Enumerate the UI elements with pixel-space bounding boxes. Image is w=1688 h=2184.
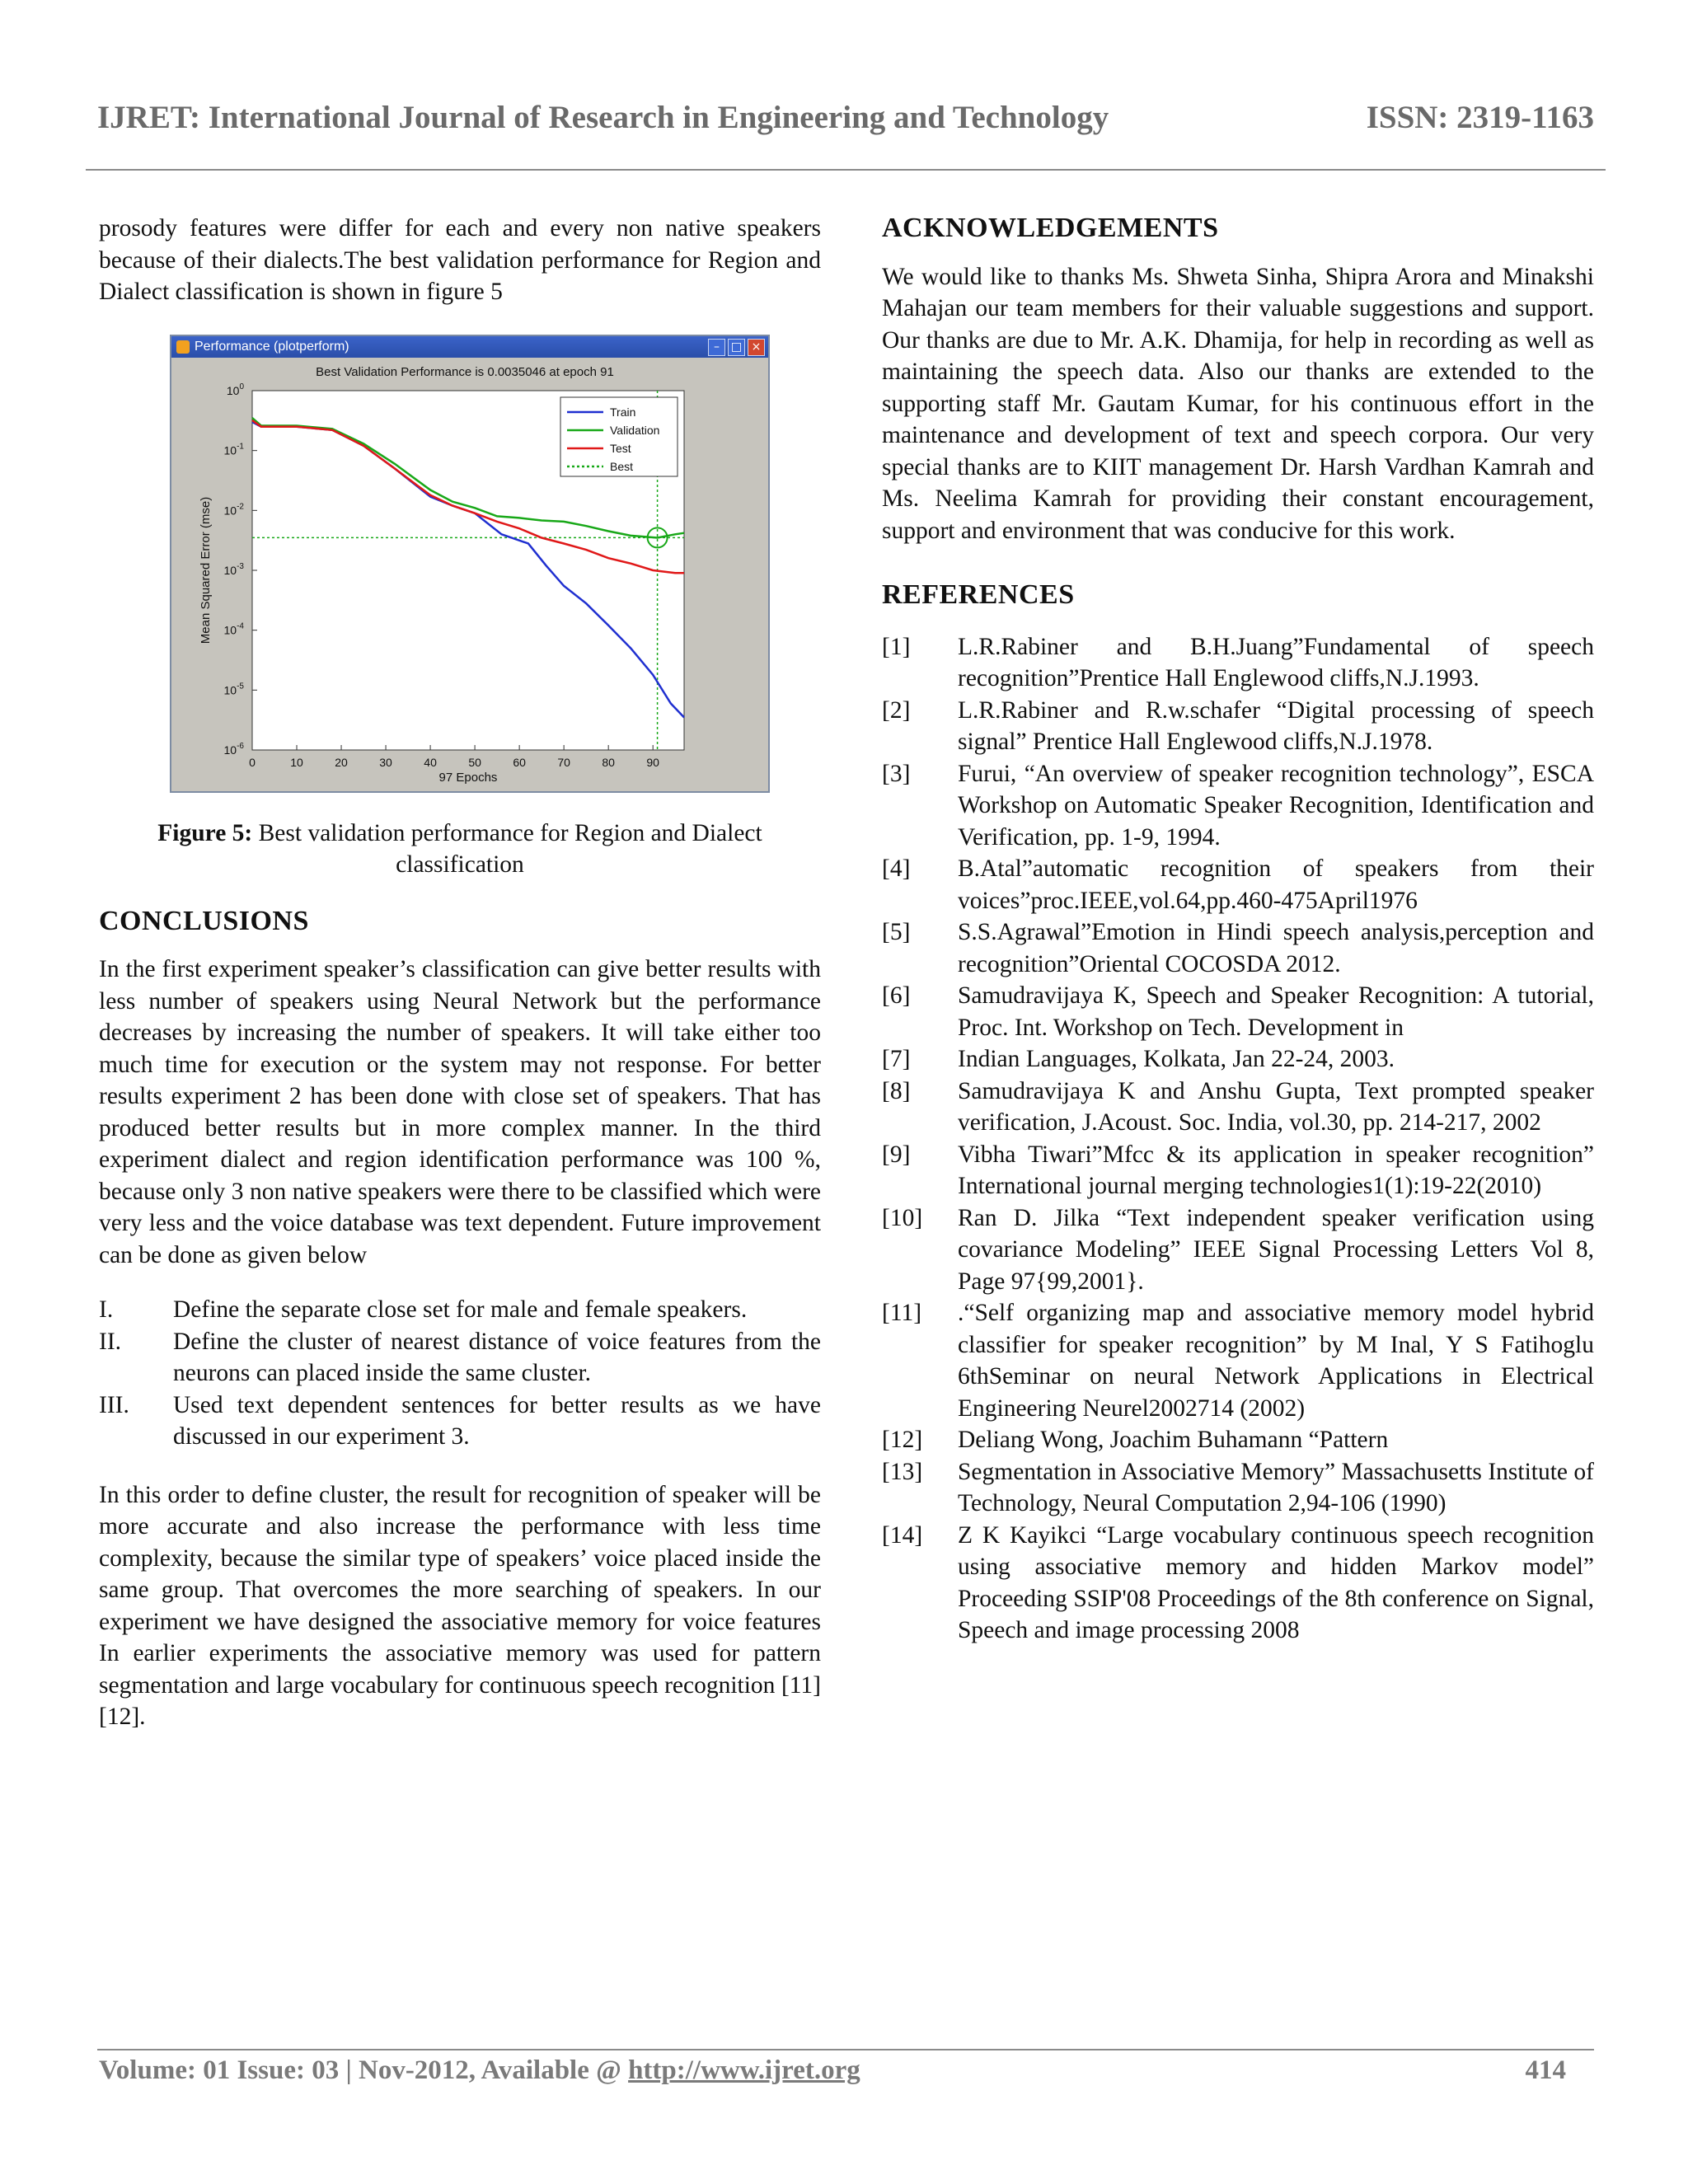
reference-number: [12]	[882, 1427, 923, 1453]
legend-label-best: Best	[610, 459, 634, 473]
conclusions-heading: CONCLUSIONS	[99, 905, 309, 936]
list-item	[99, 1326, 821, 1390]
y-tick-base: 10	[223, 623, 237, 637]
figure-5	[99, 326, 821, 796]
acknowledgements-text: We would like to thanks Ms. Shweta Sinha, Shipra Arora and Minakshi Mahajan our team members for their valuable suggestions and support. Our thanks are due to Mr. A.K. Dhamija, for help in recording as well as maintaining the speech data. Also our thanks are extended to the supporting staff Mr. Gautam Kumar, for his continuous effort in the maintenance and development of text and speech corpora. Our very special thanks are to KIIT management Dr. Harsh Vardhan Kamrah and Ms. Neelima Kamrah for providing their constant encouragement, support and environment that was conducive for this work.	[882, 263, 1594, 544]
figure-titlebar	[171, 336, 768, 358]
figure-window-title: Performance (plotperform)	[195, 339, 349, 354]
footer-volume-info: Volume: 01 Issue: 03 | Nov-2012, Available @	[99, 2055, 629, 2085]
reference-number: [10]	[882, 1204, 923, 1231]
reference-text: Segmentation in Associative Memory” Massachusetts Institute of Technology, Neural Computation 2,94-106 (1990)	[958, 1458, 1594, 1516]
y-tick-exponent: -3	[237, 561, 244, 571]
close-icon[interactable]: ×	[748, 339, 765, 356]
list-item-number: II.	[99, 1328, 122, 1355]
list-item	[99, 1294, 821, 1326]
y-tick-base: 10	[223, 443, 237, 457]
acknowledgements-section	[882, 213, 1594, 546]
reference-text: S.S.Agrawal”Emotion in Hindi speech analysis,perception and recognition”Oriental COCOSDA 2012.	[958, 919, 1594, 977]
x-tick-label: 40	[424, 755, 437, 769]
legend-label-test: Test	[610, 441, 631, 455]
reference-number: [8]	[882, 1077, 911, 1104]
x-tick-label: 30	[379, 755, 392, 769]
footer-rule	[97, 2049, 1594, 2050]
reference-text: Z K Kayikci “Large vocabulary continuous speech recognition using associative memory and hidden Markov model” Proceeding SSIP'08 Proceedings of the 8th conference on Signal, Speech and image processing 2008	[958, 1521, 1594, 1643]
right-column	[882, 213, 1594, 1647]
reference-number: [2]	[882, 696, 911, 724]
reference-item	[882, 695, 1594, 758]
reference-text: L.R.Rabiner and B.H.Juang”Fundamental of speech recognition”Prentice Hall Englewood cliffs,N.J.1993.	[958, 633, 1594, 691]
chart-legend	[560, 397, 678, 476]
y-tick-base: 10	[223, 563, 237, 577]
reference-number: [11]	[882, 1300, 922, 1326]
page-number: 414	[1525, 2055, 1566, 2085]
reference-item	[882, 1043, 1594, 1076]
reference-text: Ran D. Jilka “Text independent speaker verification using covariance Modeling” IEEE Signal Processing Letters Vol 8, Page 97{99,2001}.	[958, 1204, 1594, 1295]
y-tick-base: 10	[223, 743, 237, 757]
legend-label-train: Train	[610, 405, 636, 419]
reference-text: Vibha Tiwari”Mfcc & its application in speaker recognition” International journal merging technologies1(1):19-22(2010)	[958, 1141, 1594, 1199]
y-tick-base: 10	[223, 682, 237, 696]
reference-number: [6]	[882, 982, 911, 1009]
reference-text: Furui, “An overview of speaker recognition technology”, ESCA Workshop on Automatic Speaker Recognition, Identification and Verification, pp. 1-9, 1994.	[958, 760, 1594, 851]
page-header	[97, 91, 1594, 148]
list-item-text: Define the separate close set for male and female speakers.	[173, 1296, 748, 1323]
reference-number: [13]	[882, 1458, 923, 1485]
minimize-icon[interactable]: –	[708, 339, 725, 356]
left-column	[99, 213, 821, 1733]
reference-number: [14]	[882, 1521, 923, 1549]
reference-number: [4]	[882, 855, 911, 882]
page-footer	[99, 2055, 1566, 2097]
references-list	[882, 631, 1594, 1647]
performance-chart	[171, 358, 768, 791]
x-tick-label: 20	[335, 755, 348, 769]
figure-caption	[99, 818, 821, 881]
improvement-list	[99, 1294, 821, 1453]
reference-item	[882, 631, 1594, 695]
reference-text: Deliang Wong, Joachim Buhamann “Pattern	[958, 1427, 1389, 1453]
y-tick-exponent: -6	[237, 741, 244, 751]
header-rule	[86, 169, 1606, 171]
acknowledgements-heading: ACKNOWLEDGEMENTS	[882, 213, 1219, 243]
y-tick-exponent: -2	[237, 501, 244, 511]
caption-text: Best validation performance for Region and Dialect classification	[252, 819, 762, 878]
reference-item	[882, 853, 1594, 916]
conclusions-paragraph-1: In the first experiment speaker’s classification can give better results with less number of speakers using Neural Network but the performance decreases by increasing the number of speakers. It will take either too much time for execution or the system may not response. For better results experiment 2 has been done with close set of speakers. That has produced better results but in more complex manner. In the third experiment dialect and region identification performance was 100 %, because only 3 non native speakers were there to be classified which were very less and the voice database was text dependent. Future improvement can be done as given below	[99, 956, 821, 1268]
reference-item	[882, 980, 1594, 1043]
reference-number: [3]	[882, 760, 911, 787]
y-tick-base: 10	[223, 503, 237, 517]
reference-text: B.Atal”automatic recognition of speakers from their voices”proc.IEEE,vol.64,pp.460-475April1976	[958, 855, 1594, 914]
x-tick-label: 70	[557, 755, 570, 769]
reference-item	[882, 916, 1594, 980]
list-item-text: Define the cluster of nearest distance of voice features from the neurons can placed inside the same cluster.	[173, 1328, 821, 1386]
list-item-text: Used text dependent sentences for better results as we have discussed in our experiment 3.	[173, 1391, 821, 1450]
list-item-number: III.	[99, 1391, 129, 1418]
maximize-icon[interactable]: □	[728, 339, 745, 356]
reference-number: [9]	[882, 1141, 911, 1168]
references-heading: REFERENCES	[882, 579, 1075, 610]
x-tick-label: 60	[513, 755, 526, 769]
reference-text: Samudravijaya K, Speech and Speaker Recognition: A tutorial, Proc. Int. Workshop on Tech. Development in	[958, 982, 1594, 1041]
chart-xlabel: 97 Epochs	[438, 770, 498, 785]
references-section	[882, 579, 1594, 1647]
y-tick-exponent: -5	[237, 681, 244, 691]
journal-link[interactable]: http://www.ijret.org	[628, 2055, 860, 2085]
y-tick-exponent: -1	[237, 442, 244, 452]
list-item-number: I.	[99, 1296, 114, 1323]
reference-item	[882, 1520, 1594, 1647]
journal-title: IJRET: International Journal of Research in Engineering and Technology	[97, 100, 1109, 135]
y-tick-exponent: -4	[237, 621, 244, 631]
reference-number: [5]	[882, 919, 911, 945]
intro-paragraph: prosody features were differ for each and every non native speakers because of their dialects.The best validation performance for Region and Dialect classification is shown in figure 5	[99, 215, 821, 305]
reference-text: Samudravijaya K and Anshu Gupta, Text prompted speaker verification, J.Acoust. Soc. India, vol.30, pp. 214-217, 2002	[958, 1077, 1594, 1136]
reference-item	[882, 1076, 1594, 1139]
reference-text: L.R.Rabiner and R.w.schafer “Digital processing of speech signal” Prentice Hall Englewood cliffs,N.J.1978.	[958, 696, 1594, 755]
legend-label-validation: Validation	[610, 423, 660, 437]
reference-item	[882, 1297, 1594, 1424]
x-tick-label: 90	[646, 755, 659, 769]
x-tick-label: 50	[468, 755, 481, 769]
caption-label: Figure 5:	[157, 819, 253, 846]
x-tick-label: 0	[249, 755, 256, 769]
list-item	[99, 1390, 821, 1453]
reference-item	[882, 1456, 1594, 1520]
reference-text: .“Self organizing map and associative memory model hybrid classifier for speaker recognition” by M Inal, Y S Fatihoglu 6thSeminar on neural Network Applications in Electrical Engineering Neurel2002714 (2002)	[958, 1300, 1594, 1422]
x-tick-label: 10	[290, 755, 303, 769]
reference-item	[882, 1424, 1594, 1456]
y-tick-exponent: 0	[239, 382, 244, 391]
reference-number: [1]	[882, 633, 911, 660]
reference-number: [7]	[882, 1046, 911, 1072]
x-tick-label: 80	[602, 755, 615, 769]
chart-title: Best Validation Performance is 0.0035046 at epoch 91	[316, 364, 614, 379]
reference-item	[882, 1202, 1594, 1298]
conclusions-paragraph-2: In this order to define cluster, the result for recognition of speaker will be more accurate and also increase the performance with less time complexity, because the similar type of speakers’ voice placed inside the same group. That overcomes the more searching of speakers. In our experiment we have designed the associative memory for voice features In earlier experiments the associative memory was used for pattern segmentation and large vocabulary for continuous speech recognition [11][12].	[99, 1481, 821, 1730]
reference-text: Indian Languages, Kolkata, Jan 22-24, 2003.	[958, 1046, 1395, 1072]
reference-item	[882, 758, 1594, 854]
issn-label: ISSN: 2319-1163	[1366, 100, 1594, 135]
matlab-app-icon	[176, 340, 190, 354]
footer-text	[99, 2055, 860, 2086]
matlab-figure-window	[170, 335, 770, 793]
conclusions-section	[99, 906, 821, 1733]
reference-item	[882, 1139, 1594, 1202]
y-tick-base: 10	[226, 383, 240, 397]
chart-ylabel: Mean Squared Error (mse)	[199, 496, 213, 644]
